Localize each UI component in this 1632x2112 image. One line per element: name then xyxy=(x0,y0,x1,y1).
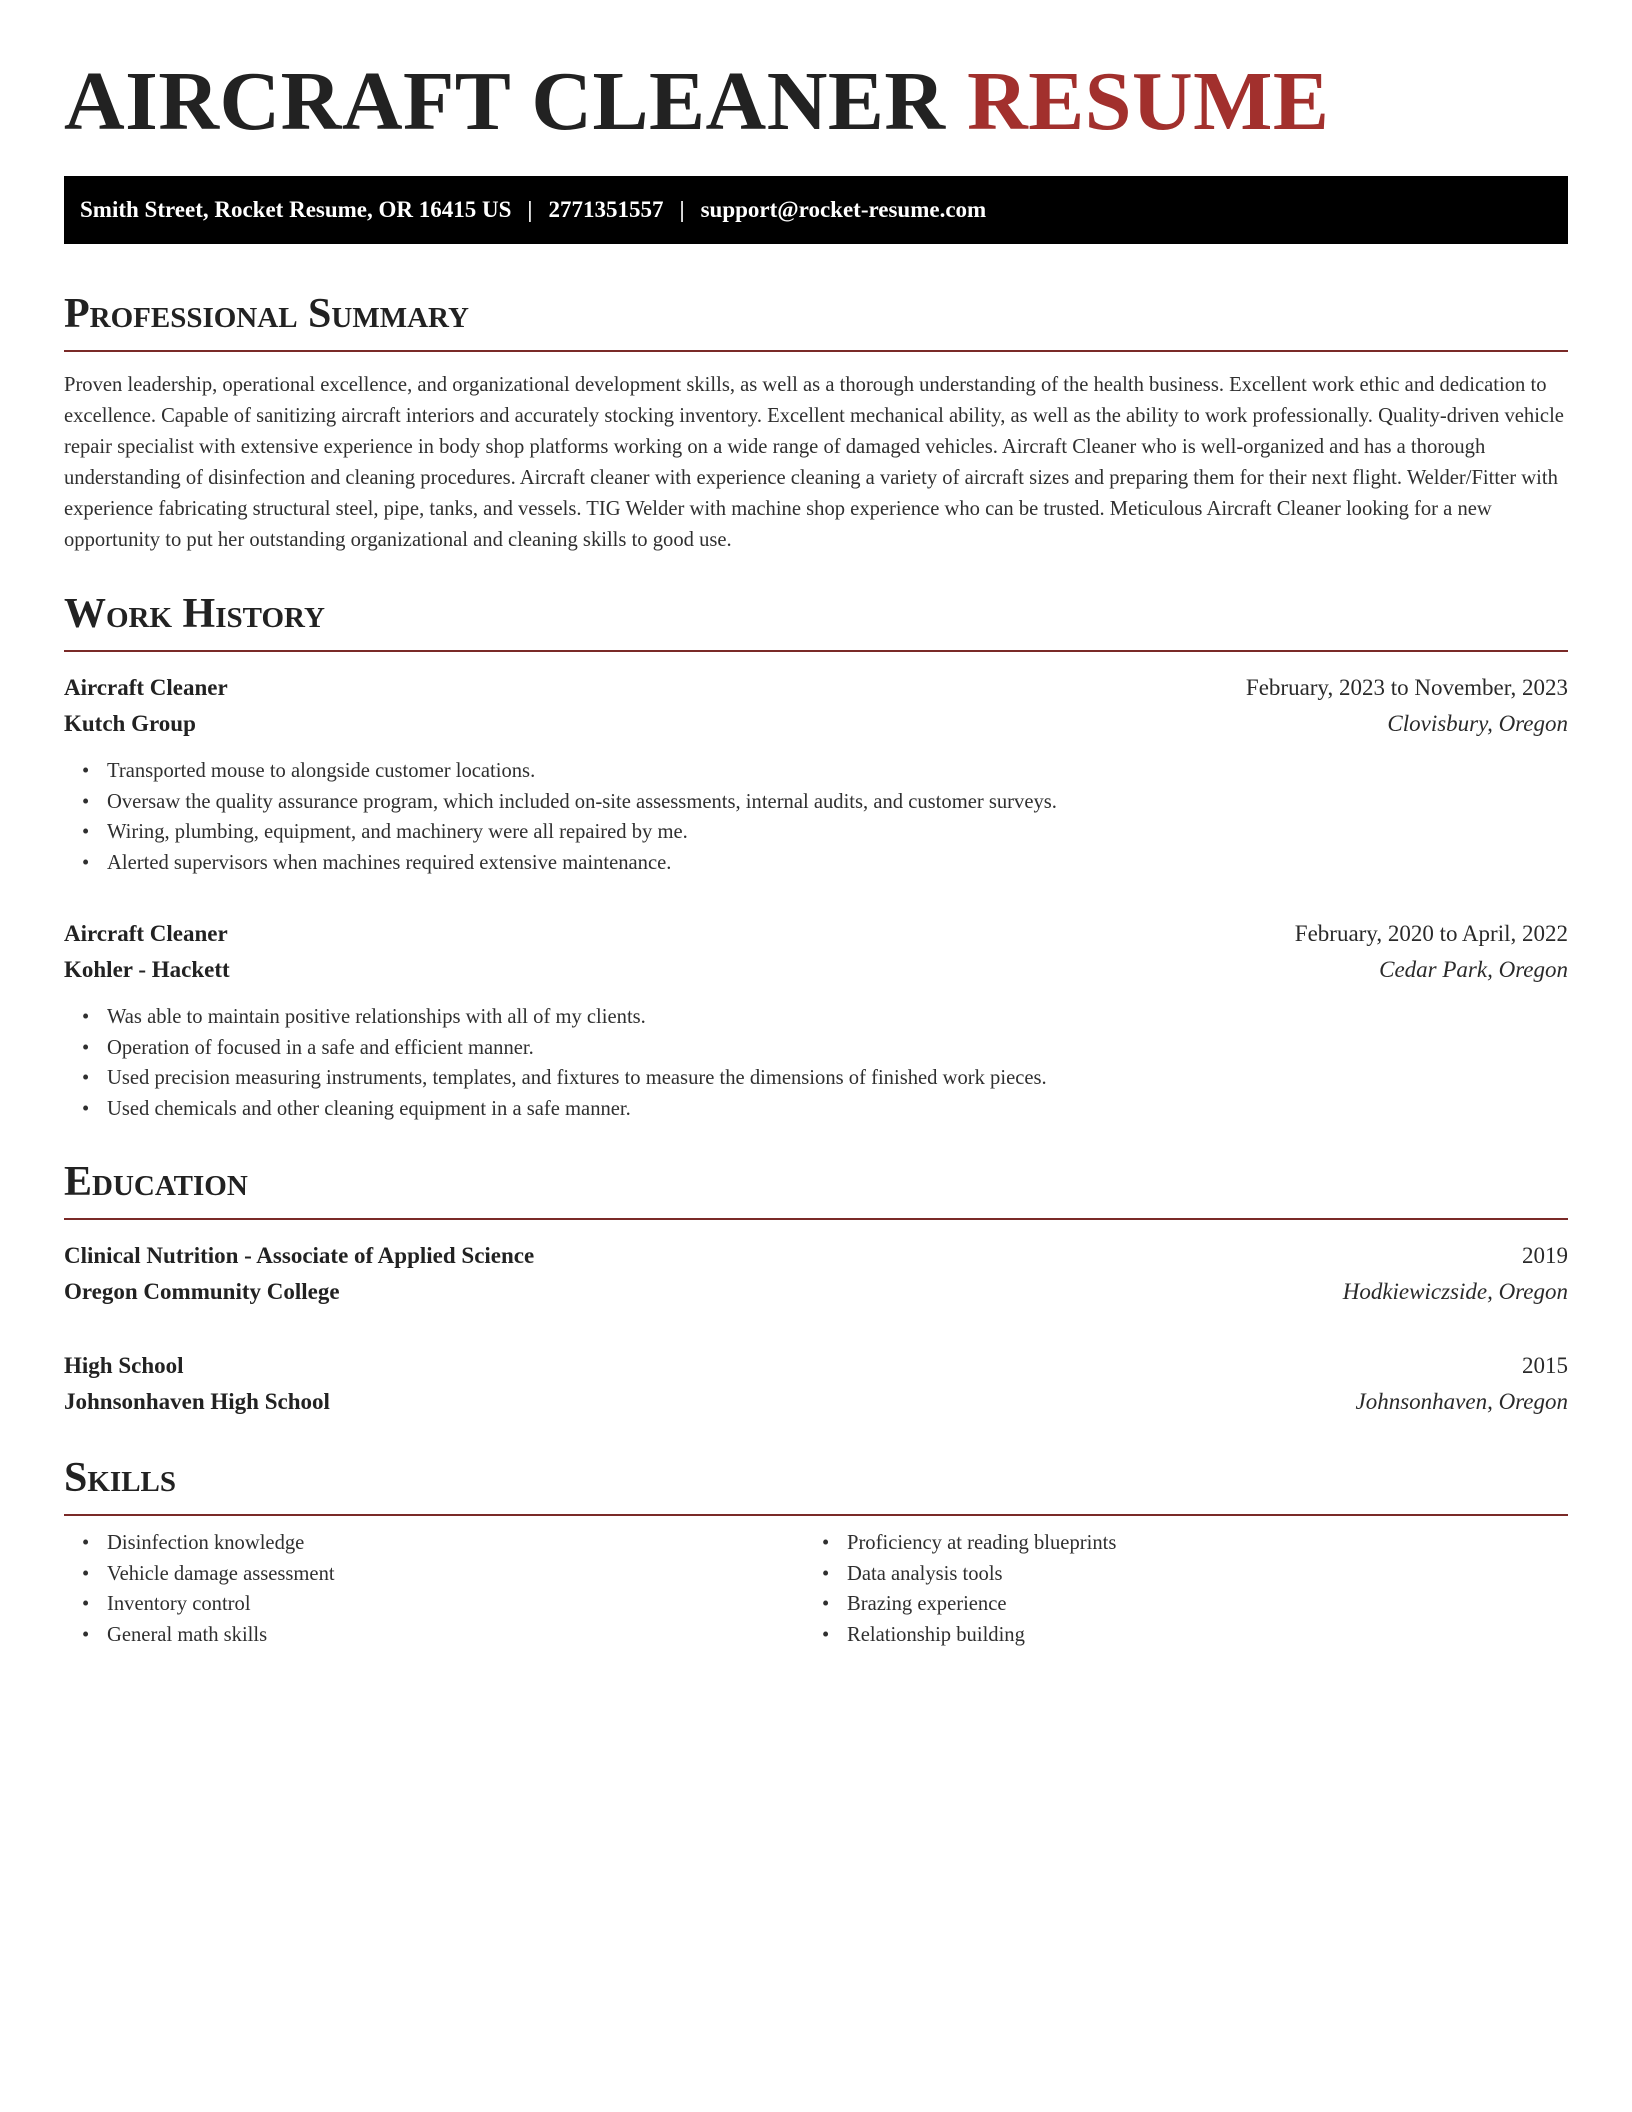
job-duty-item xyxy=(64,848,1568,879)
bullet-icon: • xyxy=(82,1097,90,1120)
skill-item xyxy=(804,1528,1544,1559)
job-company: Kohler - Hackett xyxy=(64,957,230,982)
education-degree: High School xyxy=(64,1353,184,1378)
skill-text: Inventory control xyxy=(107,1593,251,1615)
skills-section xyxy=(64,1452,1568,1650)
job-duty-item xyxy=(64,1033,1568,1064)
section-heading-skills: Skills xyxy=(64,1455,177,1501)
skills-column-right xyxy=(804,1528,1544,1650)
job-title: Aircraft Cleaner xyxy=(64,675,228,700)
section-heading-work-history: Work History xyxy=(64,591,325,637)
skills-list xyxy=(804,1528,1544,1650)
bullet-icon: • xyxy=(82,790,90,813)
title-accent: RESUME xyxy=(967,55,1330,148)
contact-address: Smith Street, Rocket Resume, OR 16415 US xyxy=(80,197,512,222)
job-duties-list xyxy=(64,756,1568,878)
job-duty-item xyxy=(64,1094,1568,1125)
contact-phone: 2771351557 xyxy=(548,197,664,222)
skill-item xyxy=(64,1528,804,1559)
section-divider xyxy=(64,350,1568,352)
education-degree: Clinical Nutrition - Associate of Applied Science xyxy=(64,1243,535,1268)
job-entry xyxy=(64,916,1568,1124)
contact-bar xyxy=(64,176,1568,244)
bullet-icon: • xyxy=(82,851,90,874)
section-heading-education: Education xyxy=(64,1159,248,1205)
bullet-icon: • xyxy=(822,1593,830,1615)
skill-text: Disinfection knowledge xyxy=(107,1532,305,1554)
section-divider xyxy=(64,650,1568,652)
education-entry xyxy=(64,1348,1568,1420)
skill-text: Brazing experience xyxy=(847,1593,1007,1615)
job-duty-text: Transported mouse to alongside customer locations. xyxy=(107,760,536,782)
job-company-row xyxy=(64,706,1568,742)
bullet-icon: • xyxy=(822,1623,830,1646)
job-dates: February, 2020 to April, 2022 xyxy=(1294,921,1568,946)
education-school-row xyxy=(64,1274,1568,1310)
job-duty-item xyxy=(64,817,1568,848)
section-divider xyxy=(64,1514,1568,1516)
job-company: Kutch Group xyxy=(64,711,196,736)
education-year: 2019 xyxy=(1522,1243,1568,1268)
job-duty-text: Alerted supervisors when machines required extensive maintenance. xyxy=(107,851,672,874)
job-entry xyxy=(64,670,1568,878)
bullet-icon: • xyxy=(82,1623,90,1646)
bullet-icon: • xyxy=(82,1562,90,1585)
summary-text: Proven leadership, operational excellence, and organizational development skills, as well as a thorough understanding of the health business. Excellent work ethic and dedication to excellence. Capable of sanitizing aircraft interiors and accurately stocking inventory. Excellent mechanical ability, as well as the ability to work professionally. Quality-driven vehicle repair specialist with extensive experience in body shop platforms working on a wide range of damaged vehicles. Aircraft Cleaner who is well-organized and has a thorough understanding of disinfection and cleaning procedures. Aircraft cleaner with experience cleaning a variety of aircraft sizes and preparing them for their next flight. Welder/Fitter with experience fabricating structural steel, pipe, tanks, and vessels. TIG Welder with machine shop experience who can be trusted. Meticulous Aircraft Cleaner looking for a new opportunity to put her outstanding organizational and cleaning skills to good use. xyxy=(64,374,1564,551)
education-location: Johnsonhaven, Oregon xyxy=(1355,1389,1568,1414)
education-school-row xyxy=(64,1384,1568,1420)
job-duties-list xyxy=(64,1002,1568,1124)
job-title: Aircraft Cleaner xyxy=(64,921,228,946)
bullet-icon: • xyxy=(822,1532,830,1554)
skill-item xyxy=(64,1559,804,1590)
work-history-section xyxy=(64,588,1568,1124)
skill-text: Proficiency at reading blueprints xyxy=(847,1532,1117,1554)
skills-column-left xyxy=(64,1528,804,1650)
job-duty-text: Oversaw the quality assurance program, which included on-site assessments, internal audits, and customer surveys. xyxy=(107,790,1057,813)
education-degree-row xyxy=(64,1238,1568,1274)
education-degree-row xyxy=(64,1348,1568,1384)
contact-separator: | xyxy=(527,197,533,222)
skill-item xyxy=(804,1589,1544,1620)
job-duty-item xyxy=(64,1002,1568,1033)
skill-item xyxy=(64,1589,804,1620)
contact-email: support@rocket-resume.com xyxy=(700,197,987,222)
skills-columns xyxy=(64,1528,1568,1650)
bullet-icon: • xyxy=(82,1036,90,1059)
education-location: Hodkiewiczside, Oregon xyxy=(1342,1279,1568,1304)
skill-text: Relationship building xyxy=(847,1623,1025,1646)
education-section xyxy=(64,1156,1568,1420)
skills-list xyxy=(64,1528,804,1650)
skill-text: Data analysis tools xyxy=(847,1562,1003,1585)
job-title-row xyxy=(64,670,1568,706)
education-entry xyxy=(64,1238,1568,1310)
bullet-icon: • xyxy=(822,1562,830,1585)
job-title-row xyxy=(64,916,1568,952)
education-year: 2015 xyxy=(1522,1353,1568,1378)
section-heading-summary: Professional Summary xyxy=(64,291,469,337)
education-school: Oregon Community College xyxy=(64,1279,340,1304)
skill-item xyxy=(64,1620,804,1651)
skill-text: General math skills xyxy=(107,1623,268,1646)
bullet-icon: • xyxy=(82,1593,90,1615)
job-duty-text: Used chemicals and other cleaning equipment in a safe manner. xyxy=(107,1097,631,1120)
job-location: Cedar Park, Oregon xyxy=(1379,957,1568,982)
bullet-icon: • xyxy=(82,1006,90,1028)
job-company-row xyxy=(64,952,1568,988)
resume-title xyxy=(64,56,1568,148)
job-dates: February, 2023 to November, 2023 xyxy=(1245,675,1568,700)
summary-section xyxy=(64,288,1568,556)
contact-separator: | xyxy=(679,197,685,222)
job-duty-item xyxy=(64,756,1568,787)
skill-item xyxy=(804,1620,1544,1651)
job-location: Clovisbury, Oregon xyxy=(1387,711,1568,736)
job-duty-text: Wiring, plumbing, equipment, and machinery were all repaired by me. xyxy=(107,821,688,843)
title-main: AIRCRAFT CLEANER xyxy=(64,55,946,148)
bullet-icon: • xyxy=(82,760,90,782)
job-duty-item xyxy=(64,787,1568,818)
section-divider xyxy=(64,1218,1568,1220)
job-duty-item xyxy=(64,1063,1568,1094)
job-duty-text: Was able to maintain positive relationships with all of my clients. xyxy=(107,1006,646,1028)
job-duty-text: Operation of focused in a safe and efficient manner. xyxy=(107,1036,534,1059)
skill-text: Vehicle damage assessment xyxy=(107,1562,335,1585)
education-school: Johnsonhaven High School xyxy=(64,1389,330,1414)
bullet-icon: • xyxy=(82,1067,90,1089)
job-duty-text: Used precision measuring instruments, templates, and fixtures to measure the dimensions of finished work pieces. xyxy=(107,1067,1047,1089)
bullet-icon: • xyxy=(82,1532,90,1554)
skill-item xyxy=(804,1559,1544,1590)
bullet-icon: • xyxy=(82,821,90,843)
